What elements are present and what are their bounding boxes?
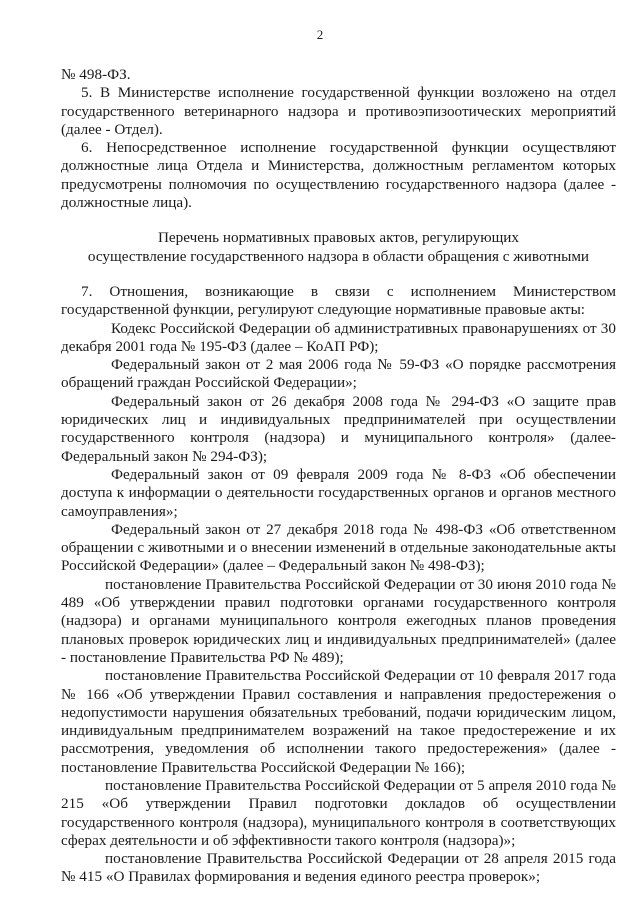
act-59-fz: Федеральный закон от 2 мая 2006 года № 59-ФЗ «О порядке рассмотрения обращений граждан Российской Федерации»;	[61, 356, 616, 392]
act-decree-166: постановление Правительства Российской Федерации от 10 февраля 2017 года № 166 «Об утверждении Правил составления и направления предостережения о недопустимости нарушения обязательных требований, подачи юридическим лицом, индивидуальным предпринимателем возражений на такое предостережение и их рассмотрения, уведомления об исполнении такого предостережения» (далее - постановление Правительства Российской Федерации № 166);	[61, 667, 616, 776]
paragraph-6: 6. Непосредственное исполнение государственной функции осуществляют должностные лица Отдела и Министерства, должностным регламентом которых предусмотрены полномочия по осуществлению государственного надзора (далее - должностные лица).	[61, 139, 616, 212]
act-koap: Кодекс Российской Федерации об административных правонарушениях от 30 декабря 2001 года № 195-ФЗ (далее – КоАП РФ);	[61, 319, 616, 355]
paragraph-7: 7. Отношения, возникающие в связи с исполнением Министерством государственной функции, регулируют следующие нормативные правовые акты:	[61, 282, 616, 319]
act-8-fz: Федеральный закон от 09 февраля 2009 года № 8-ФЗ «Об обеспечении доступа к информации о деятельности государственных органов и органов местного самоуправления»;	[61, 465, 616, 520]
heading-line-2: осуществление государственного надзора в области обращения с животными	[87, 247, 590, 265]
spacer	[61, 212, 616, 229]
page-number: 2	[316, 27, 324, 42]
section-heading	[61, 229, 616, 266]
paragraph-continuation: № 498-ФЗ.	[61, 66, 131, 83]
act-decree-415: постановление Правительства Российской Федерации от 28 апреля 2015 года № 415 «О Правилах формирования и ведения единого реестра проверок»;	[61, 850, 616, 886]
act-294-fz: Федеральный закон от 26 декабря 2008 года № 294-ФЗ «О защите прав юридических лиц и индивидуальных предпринимателей при осуществлении государственного контроля (надзора) и муниципального контроля» (далее- Федеральный закон № 294-ФЗ);	[61, 392, 616, 465]
paragraph-5: 5. В Министерстве исполнение государственной функции возложено на отдел государственного ветеринарного надзора и противоэпизоотических мероприятий (далее - Отдел).	[61, 84, 616, 138]
act-decree-489: постановление Правительства Российской Федерации от 30 июня 2010 года № 489 «Об утверждении правил подготовки органами государственного контроля (надзора) и органами муниципального контроля ежегодных планов проведения плановых проверок юридических лиц и индивидуальных предпринимателей» (далее - постановление Правительства РФ № 489);	[61, 575, 616, 666]
act-decree-215: постановление Правительства Российской Федерации от 5 апреля 2010 года № 215 «Об утверждении Правил подготовки докладов об осуществлении государственного контроля (надзора), муниципального контроля в соответствующих сферах деятельности и об эффективности такого контроля (надзора)»;	[61, 776, 616, 849]
document-body	[61, 66, 616, 887]
spacer	[61, 266, 616, 283]
act-498-fz: Федеральный закон от 27 декабря 2018 года № 498-ФЗ «Об ответственном обращении с животными и о внесении изменений в отдельные законодательные акты Российской Федерации» (далее – Федеральный закон № 498-ФЗ);	[61, 520, 616, 575]
heading-line-1: Перечень нормативных правовых актов, регулирующих	[157, 229, 520, 247]
